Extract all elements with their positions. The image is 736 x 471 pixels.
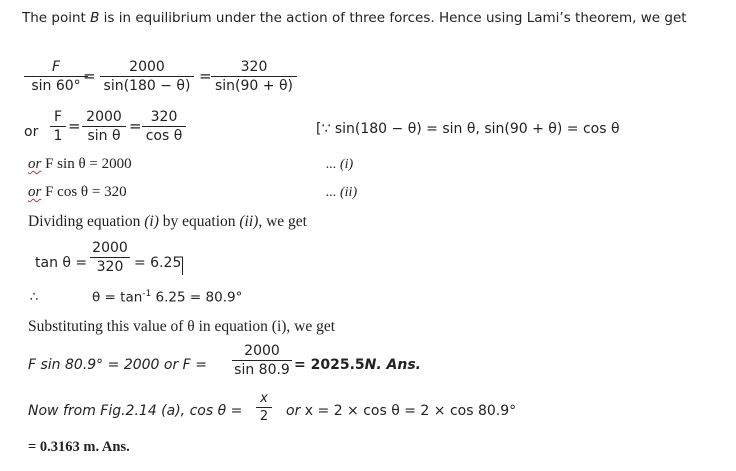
fraction-numerator: 320 [240, 59, 268, 75]
fraction-bar [82, 126, 126, 127]
fraction-bar [232, 360, 292, 361]
intro-rest: is in equilibrium under the action of three forces. Hence using Lami’s theorem, we get [99, 10, 687, 26]
equals-sign: = [68, 117, 81, 135]
equation-i [28, 156, 132, 173]
expression-text: θ = tan [92, 289, 143, 306]
equation-expression: F sin θ = 2000 [41, 156, 132, 172]
dividing-sentence [28, 213, 307, 231]
fraction-denominator: sin 80.9 [234, 362, 290, 378]
fraction-bar [100, 76, 194, 77]
or-label: or [163, 357, 179, 373]
result-unit: N. Ans. [364, 357, 422, 373]
intro-point-label: B [90, 10, 100, 26]
fraction-denominator: 320 [96, 259, 124, 275]
fraction-x-over-2 [256, 391, 272, 424]
expression-text: x = 2 × cos θ = 2 × cos 80.9° [300, 403, 517, 419]
equals-sign: = [129, 117, 142, 135]
text-span: Dividing equation [28, 213, 145, 230]
fraction-numerator: 2000 [86, 109, 122, 125]
force-lhs [28, 357, 207, 373]
fraction-320-over-cos-theta [142, 109, 186, 144]
intro-line [22, 10, 687, 26]
fraction-denominator: sin θ [87, 128, 121, 144]
fraction-numerator: 2000 [92, 240, 128, 256]
fraction-denominator: sin(90 + θ) [215, 78, 293, 94]
distance-rhs [286, 403, 516, 419]
equation-ref: (ii) [239, 213, 259, 230]
fraction-2000-over-sin180 [100, 59, 194, 94]
substituting-sentence: Substituting this value of θ in equation (i), we get [28, 318, 336, 335]
fraction-denominator: sin(180 − θ) [103, 78, 191, 94]
fraction-2000-over-sin80 [232, 343, 292, 378]
equals-sign: = [83, 67, 96, 85]
fraction-bar [256, 407, 272, 408]
fraction-f-over-1 [50, 109, 66, 144]
fraction-denominator: sin 60° [31, 78, 81, 94]
equation-ref: (i) [144, 213, 159, 230]
trig-identity-note: [∵ sin(180 − θ) = sin θ, sin(90 + θ) = cos θ [316, 121, 620, 137]
theta-result [92, 289, 242, 306]
result-value: = 2025.5 [294, 357, 365, 373]
fraction-numerator: 320 [150, 109, 178, 125]
or-label: or [24, 124, 39, 140]
final-answer: = 0.3163 m. Ans. [28, 439, 130, 455]
tan-lhs: tan θ = [35, 255, 88, 271]
fraction-numerator: 2000 [244, 343, 280, 359]
fraction-denominator: 1 [53, 128, 63, 144]
force-result [294, 357, 421, 373]
fraction-denominator: cos θ [145, 128, 183, 144]
equation-expression: F cos θ = 320 [41, 184, 127, 200]
fraction-bar [211, 76, 297, 77]
text-span: , we get [258, 213, 307, 230]
or-label: or [286, 403, 301, 419]
fraction-bar [142, 126, 186, 127]
or-label: or [28, 184, 42, 200]
intro-prefix: The point [22, 10, 91, 26]
tan-rhs: = 6.25 [134, 255, 182, 271]
equation-tag-i: ... (i) [326, 157, 354, 172]
fraction-2000-over-320 [90, 240, 130, 275]
fraction-2000-over-sin-theta [82, 109, 126, 144]
fraction-f-over-sin60 [24, 59, 88, 94]
expression-text: F sin 80.9° = 2000 [28, 357, 164, 373]
fraction-bar [24, 76, 88, 77]
fraction-numerator: x [260, 391, 268, 406]
fraction-numerator: F [53, 109, 63, 125]
or-label: or [28, 156, 42, 172]
fraction-320-over-sin90 [211, 59, 297, 94]
expression-text: F = [178, 357, 207, 373]
therefore-symbol: ∴ [30, 290, 39, 305]
distance-lhs: Now from Fig.2.14 (a), cos θ = [28, 403, 243, 419]
expression-text: 6.25 = 80.9° [151, 289, 243, 306]
equals-sign: = [199, 67, 212, 85]
text-cursor-icon [178, 256, 184, 276]
fraction-denominator: 2 [259, 409, 269, 424]
equation-ii [28, 184, 127, 201]
equation-tag-ii: ... (ii) [326, 185, 358, 200]
text-span: by equation [158, 213, 240, 230]
fraction-numerator: F [51, 59, 61, 75]
fraction-bar [90, 257, 130, 258]
fraction-numerator: 2000 [129, 59, 165, 75]
fraction-bar [50, 126, 66, 127]
inverse-superscript: -1 [142, 289, 152, 299]
